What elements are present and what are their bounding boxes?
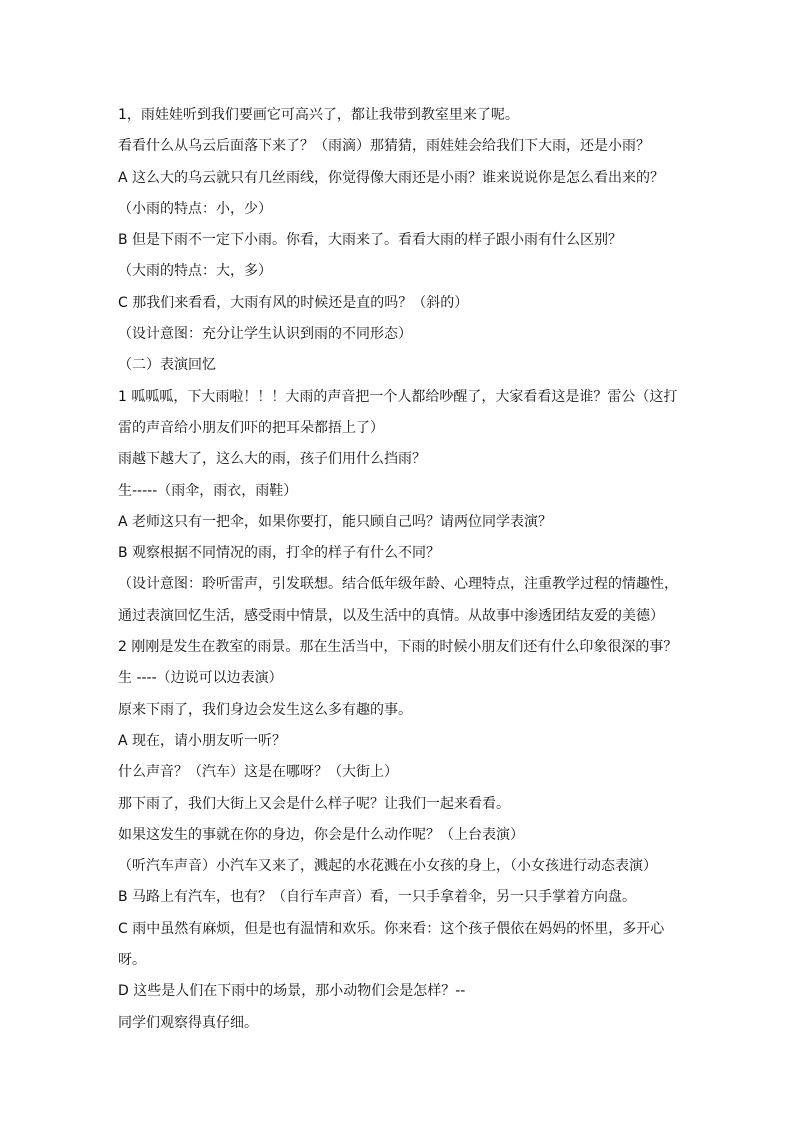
- text-line: 生-----（雨伞，雨衣，雨鞋）: [118, 482, 298, 499]
- text-line: 什么声音？（汽车）这是在哪呀？（大街上）: [118, 764, 398, 781]
- text-line: 看看什么从乌云后面落下来了？（雨滴）那猜猜，雨娃娃会给我们下大雨，还是小雨？: [118, 138, 650, 155]
- text-line: （设计意图：聆听雷声，引发联想。结合低年级年龄、心理特点，注重教学过程的情趣性，: [118, 576, 678, 593]
- document-body: [118, 100, 688, 1039]
- text-line: 原来下雨了，我们身边会发生这么多有趣的事。: [118, 701, 412, 718]
- text-line: 同学们观察得真仔细。: [118, 1014, 258, 1031]
- text-line: B 马路上有汽车，也有？（自行车声音）看，一只手拿着伞，另一只手掌着方向盘。: [118, 889, 637, 906]
- text-line: 生 ----（边说可以边表演）: [118, 670, 283, 687]
- text-line: （大雨的特点：大，多）: [118, 263, 272, 280]
- text-line: 那下雨了，我们大街上又会是什么样子呢？让我们一起来看看。: [118, 795, 510, 812]
- text-line: 通过表演回忆生活，感受雨中情景，以及生活中的真情。从故事中渗透团结友爱的美德）: [118, 607, 664, 624]
- text-line: 1 呱呱呱，下大雨啦！！！大雨的声音把一个人都给吵醒了，大家看看这是谁？雷公（这打: [118, 388, 678, 405]
- text-line: A 这么大的乌云就只有几丝雨线，你觉得像大雨还是小雨？谁来说说你是怎么看出来的？: [118, 169, 665, 186]
- text-line: 雷的声音给小朋友们吓的把耳朵都捂上了）: [118, 419, 384, 436]
- section-heading: （二）表演回忆: [118, 357, 216, 374]
- text-line: 1，雨娃娃听到我们要画它可高兴了，都让我带到教室里来了呢。: [118, 107, 519, 123]
- text-line: C 雨中虽然有麻烦，但是也有温情和欢乐。你来看：这个孩子偎依在妈妈的怀里，多开心: [118, 920, 665, 937]
- text-line: （小雨的特点：小，少）: [118, 200, 272, 217]
- text-line: B 观察根据不同情况的雨，打伞的样子有什么不同？: [118, 545, 441, 562]
- text-line: 如果这发生的事就在你的身边，你会是什么动作呢？（上台表演）: [118, 826, 524, 843]
- text-line: 2 刚刚是发生在教室的雨景。那在生活当中，下雨的时候小朋友们还有什么印象很深的事？: [118, 639, 678, 656]
- text-line: A 老师这只有一把伞，如果你要打，能只顾自己吗？请两位同学表演？: [118, 513, 553, 530]
- text-line: C 那我们来看看，大雨有风的时候还是直的吗？（斜的）: [118, 294, 469, 311]
- text-line: 雨越下越大了，这么大的雨，孩子们用什么挡雨？: [118, 451, 426, 468]
- text-line: 呀。: [118, 952, 146, 969]
- text-line: B 但是下雨不一定下小雨。你看，大雨来了。看看大雨的样子跟小雨有什么区别？: [118, 232, 623, 249]
- text-line: （听汽车声音）小汽车又来了，溅起的水花溅在小女孩的身上，（小女孩进行动态表演）: [118, 858, 657, 875]
- text-line: D 这些是人们在下雨中的场景，那小动物们会是怎样？--: [118, 983, 466, 1000]
- text-line: （设计意图：充分让学生认识到雨的不同形态）: [118, 326, 412, 343]
- text-line: A 现在，请小朋友听一听？: [118, 732, 287, 749]
